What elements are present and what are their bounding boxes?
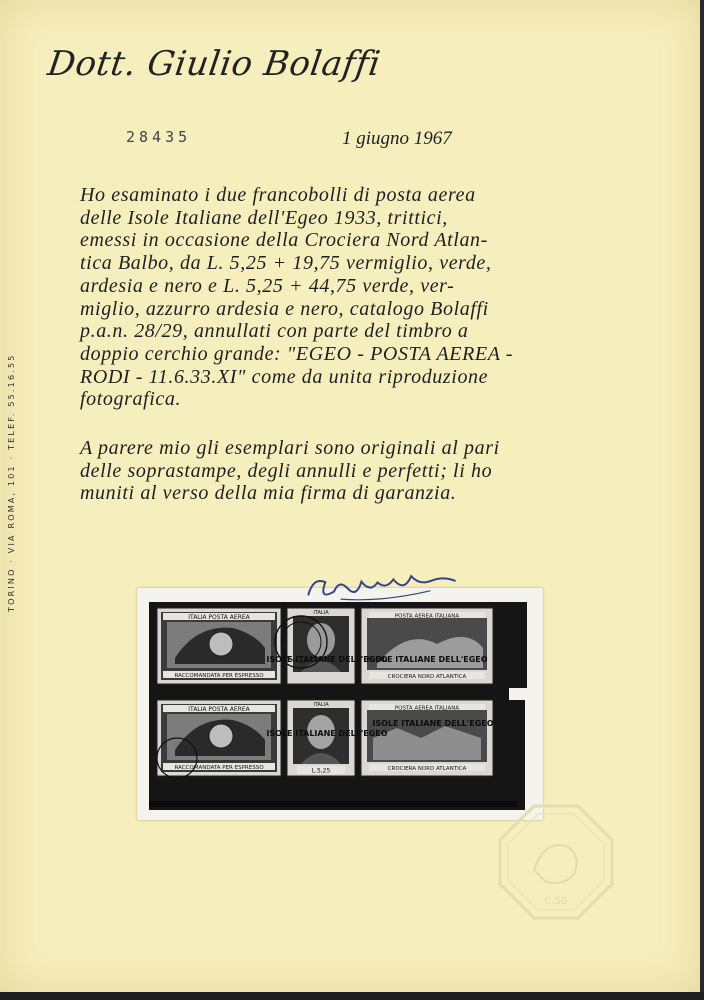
stamp-footer-text: RACCOMANDATA PER ESPRESSO xyxy=(174,765,264,771)
text-line: Ho esaminato i due francobolli di posta aerea xyxy=(80,184,476,206)
text-line: A parere mio gli esemplari sono originali al pari xyxy=(80,437,500,459)
address-side-text: TORINO · VIA ROMA, 101 · TELEF. 55.16.55 xyxy=(7,353,16,612)
text-line: delle Isole Italiane dell'Egeo 1933, trittici, xyxy=(80,206,448,229)
stamp-photograph xyxy=(137,588,543,820)
stamp-right-footer: CROCIERA NORD ATLANTICA xyxy=(387,766,467,772)
stamp-footer-text: RACCOMANDATA PER ESPRESSO xyxy=(174,673,264,679)
scan-edge-bottom xyxy=(0,992,704,1000)
text-line: tica Balbo, da L. 5,25 + 19,75 vermiglio, verde, xyxy=(80,252,492,275)
bottom-triptych xyxy=(157,700,494,778)
stamp-triptychs-image xyxy=(137,588,543,820)
stamp-value-text: L.5,25 xyxy=(311,767,331,775)
stamp-right-footer: CROCIERA NORD ATLANTICA xyxy=(387,674,467,680)
stamp-header-text: ITALIA POSTA AEREA xyxy=(188,614,250,621)
text-line: p.a.n. 28/29, annullati con parte del timbro a xyxy=(80,320,469,343)
expertise-paragraph xyxy=(80,184,620,411)
stamp-right-header: POSTA AEREA ITALIANA xyxy=(394,613,460,620)
overprint-text: ISOLE ITALIANE DELL'EGEO xyxy=(372,719,494,728)
text-line: muniti al verso della mia firma di garanzia. xyxy=(80,482,457,505)
text-line: ardesia e nero e L. 5,25 + 44,75 verde, ver- xyxy=(80,274,455,297)
certificate-date: 1 giugno 1967 xyxy=(342,128,452,149)
stamp-right-header: POSTA AEREA ITALIANA xyxy=(394,705,460,712)
text-line: doppio cerchio grande: "EGEO - POSTA AEREA - xyxy=(80,342,514,365)
overprint-text: ISOLE ITALIANE DELL'EGEO xyxy=(366,655,488,664)
text-line: emessi in occasione della Crociera Nord Atlan- xyxy=(80,229,488,252)
text-line: miglio, azzurro ardesia e nero, catalogo Bolaffi xyxy=(80,297,489,320)
text-line: RODI - 11.6.33.XI" come da unita riproduzione xyxy=(80,365,489,388)
overprint-text: ISOLE ITALIANE DELL'EGEO xyxy=(266,729,388,738)
opinion-paragraph xyxy=(80,437,620,505)
top-triptych xyxy=(157,608,493,684)
text-line: delle soprastampe, degli annulli e perfetti; li ho xyxy=(80,459,493,482)
stamp-center-header: ITALIA xyxy=(313,702,329,708)
embossed-seal xyxy=(494,800,618,924)
certificate-number: 28435 xyxy=(126,128,192,146)
emboss-text: C.50 xyxy=(544,896,568,907)
stamp-header-text: ITALIA POSTA AEREA xyxy=(188,706,250,713)
scan-edge-right xyxy=(700,0,704,1000)
stamp-center-header: ITALIA xyxy=(313,610,329,616)
text-line: fotografica. xyxy=(80,388,182,411)
overprint-text: ISOLE ITALIANE DELL'EGEO xyxy=(266,655,388,664)
letterhead: Dott. Giulio Bolaffi xyxy=(45,44,384,84)
